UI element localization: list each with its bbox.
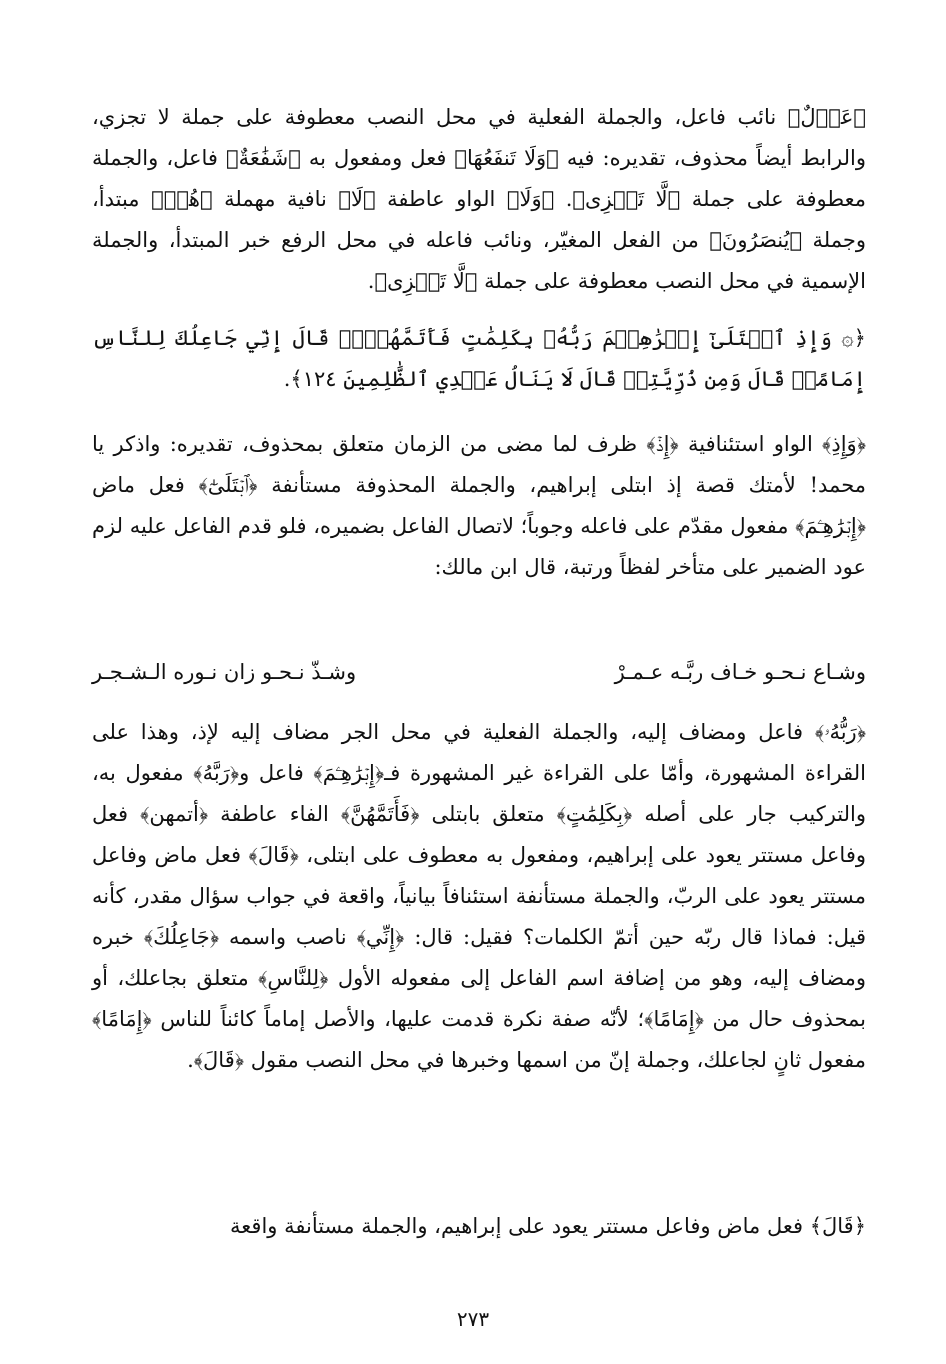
paragraph-grammar-analysis-2: ﴿وَإِذِ﴾ الواو استئنافية ﴿إِذۡ﴾ ظرف لما مضى من الزمان متعلق بمحذوف، تقديره: واذكر يا محمد! لأمتك قصة إذ ابتلى إبراهيم، والجملة المحذوفة مستأنفة ﴿ٱبۡتَلَىٰٓ﴾ فعل ماض ﴿إِبۡرَٰهِـۧمَ﴾ مفعول مقدّم على فاعله وجوباً؛ لاتصال الفاعل بضميره، فلو قدم الفاعل عليه لزم عود الضمير على متأخر لفظاً ورتبة، قال ابن مالك: xyxy=(92,432,866,579)
quran-verse-124: ﴿۞ وَإِذِ ٱبۡتَلَىٰٓ إِبۡرَٰهِـۧمَ رَبُّهُۥ بِكَلِمَٰتٍ فَأَتَمَّهُنَّۖ قَالَ إِنِّي جَاعِلُكَ لِلنَّاسِ إِمَامًاۖ قَالَ وَمِن ذُرِّيَّتِيۖ قَالَ لَا يَنَالُ عَهۡدِي ٱلظَّٰلِمِينَ ١٢٤﴾. xyxy=(92,326,866,391)
paragraph-grammar-analysis-3: ﴿رَبُّهُۥ﴾ فاعل ومضاف إليه، والجملة الفعلية في محل الجر مضاف إليه لإذ، وهذا على القراءة المشهورة، وأمّا على القراءة غير المشهورة فـ﴿إِبۡرَٰهِـۧمَ﴾ فاعل و﴿رَبَّهُ﴾ مفعول به، والتركيب جار على أصله ﴿بِكَلِمَٰتٍ﴾ متعلق بابتلى ﴿فَأَتَمَّهُنَّ﴾ الفاء عاطفة ﴿أتمهن﴾ فعل وفاعل مستتر يعود على إبراهيم، ومفعول به معطوف على ابتلى، ﴿قَالَ﴾ فعل ماض وفاعل مستتر يعود على الربّ، والجملة مستأنفة استئنافاً بيانياً، واقعة في جواب سؤال مقدر، كأنه قيل: فماذا قال ربّه حين أتمّ الكلمات؟ فقيل: قال: ﴿إِنِّي﴾ ناصب واسمه ﴿جَاعِلُكَ﴾ خبره ومضاف إليه، وهو من إضافة اسم الفاعل إلى مفعوله الأول ﴿لِلنَّاسِ﴾ متعلق بجاعلك، أو بمحذوف حال من ﴿إِمَامًا﴾؛ لأنّه صفة نكرة قدمت عليها، والأصل إماماً كائناً للناس ﴿إِمَامًا﴾ مفعول ثانٍ لجاعلك، وجملة إنّ من اسمها وخبرها في محل النصب مقول ﴿قَالَ﴾. xyxy=(92,720,866,1072)
poetry-line xyxy=(92,650,866,695)
paragraph-grammar-analysis-4: ﴿قَالَ﴾ فعل ماض وفاعل مستتر يعود على إبراهيم، والجملة مستأنفة واقعة xyxy=(230,1214,866,1238)
second-hemistich: وشـذّ نـحـو زان نـوره الـشـجـر xyxy=(92,660,357,684)
paragraph-grammar-analysis-1: ﴿عَدۡلٌ﴾ نائب فاعل، والجملة الفعلية في محل النصب معطوفة على جملة لا تجزي، والرابط أيضاً محذوف، تقديره: فيه ﴿وَلَا تَنفَعُهَا﴾ فعل ومفعول به ﴿شَفَٰعَةٌ﴾ فاعل، والجملة معطوفة على جملة ﴿لَّا تَجۡزِى﴾. ﴿وَلَا﴾ الواو عاطفة ﴿لَا﴾ نافية مهملة ﴿هُمۡ﴾ مبتدأ، وجملة ﴿يُنصَرُونَ﴾ من الفعل المغيّر، ونائب فاعله في محل الرفع خبر المبتدأ، والجملة الإسمية في محل النصب معطوفة على جملة ﴿لَّا تَجۡزِى﴾. xyxy=(92,105,866,293)
page-number: ٢٧٣ xyxy=(456,1307,490,1331)
first-hemistich: وشـاع نـحـو خـاف ربَّـه عـمـرْ xyxy=(614,660,866,684)
